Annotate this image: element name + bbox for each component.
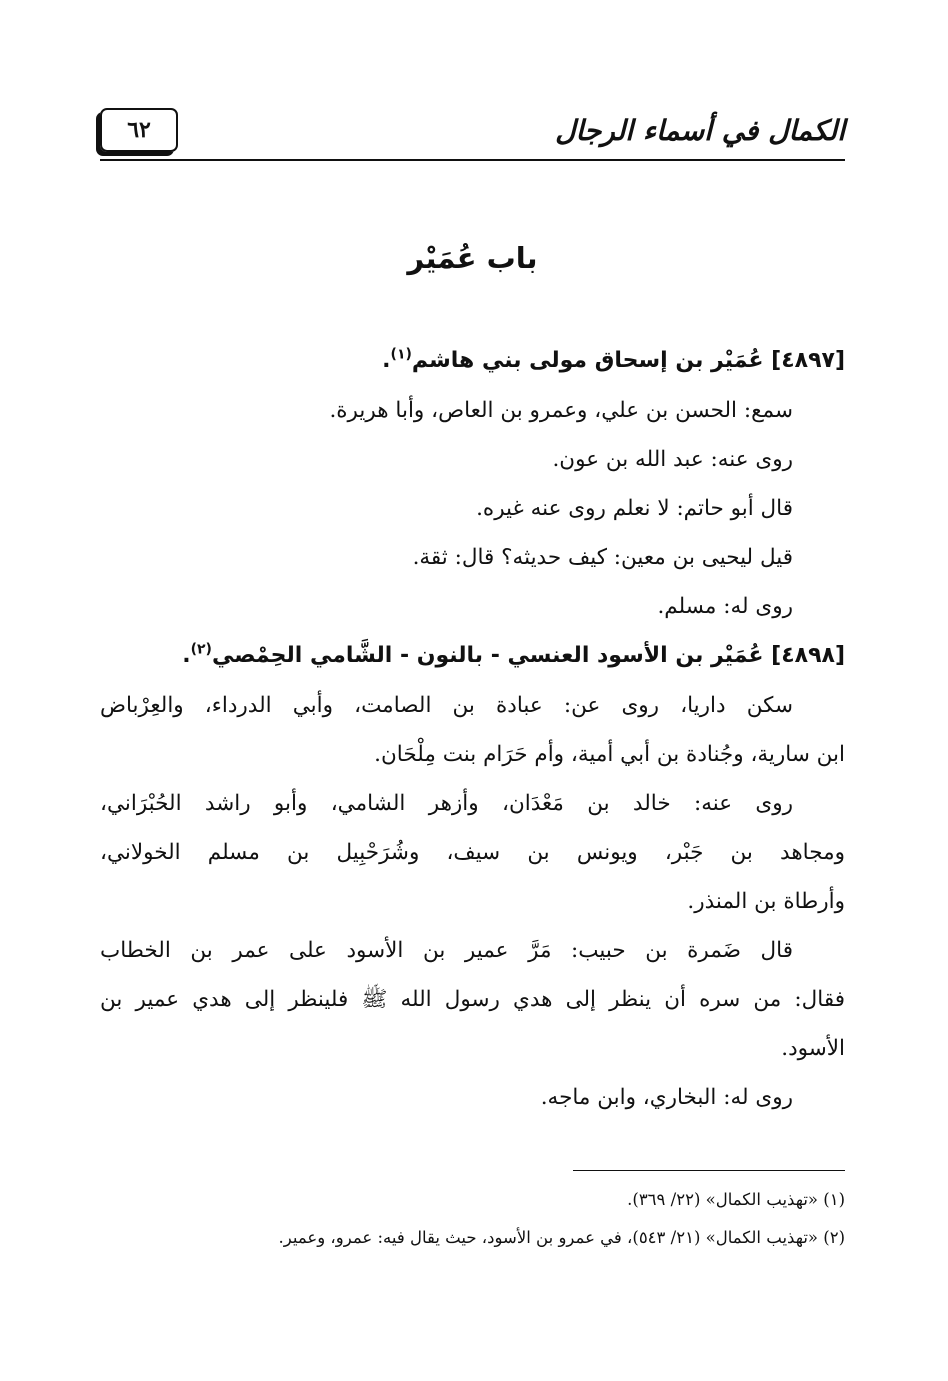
footnote-rule — [573, 1170, 845, 1171]
page-content — [100, 228, 845, 1122]
page-number-box — [100, 108, 178, 152]
entry-name: عُمَيْر بن الأسود العنسي - بالنون - الشَّامي الحِمْصي — [211, 643, 764, 668]
footnote-1: (١) «تهذيب الكمال» (٢٢/ ٣٦٩). — [627, 1190, 845, 1209]
paragraph-line: وأرطاة بن المنذر. — [687, 889, 845, 914]
entry-line: روى له: مسلم. — [657, 594, 793, 619]
entry-number: [٤٨٩٨] — [771, 643, 845, 668]
paragraph-line: ومجاهد بن جَبْر، ويونس بن سيف، وشُرَحْبِيل بن مسلم الخولاني، — [100, 840, 845, 865]
header-rule — [100, 159, 845, 161]
heading-end: . — [182, 643, 191, 668]
entry-heading-4897 — [100, 336, 845, 386]
paragraph-line: قال ضَمرة بن حبيب: مَرَّ عمير بن الأسود على عمر بن الخطاب — [100, 938, 793, 963]
paragraph-line: سكن داريا، روى عن: عبادة بن الصامت، وأبي الدرداء، والعِرْباض — [100, 693, 793, 718]
entry-number: [٤٨٩٧] — [771, 348, 845, 373]
heading-end: . — [382, 348, 391, 373]
footnotes — [100, 1170, 845, 1257]
paragraph-line: فقال: من سره أن ينظر إلى هدي رسول الله ﷺ فلينظر إلى هدي عمير بن — [100, 987, 845, 1012]
page-header — [100, 104, 845, 164]
entry-heading-4898 — [100, 631, 845, 681]
entry-name: عُمَيْر بن إسحاق مولى بني هاشم — [411, 348, 764, 373]
book-title: الكمال في أسماء الرجال — [555, 114, 845, 147]
paragraph-line: روى عنه: خالد بن مَعْدَان، وأزهر الشامي، وأبو راشد الحُبْرَاني، — [100, 791, 793, 816]
entry-line: قيل ليحيى بن معين: كيف حديثه؟ قال: ثقة. — [412, 545, 793, 570]
entry-line: قال أبو حاتم: لا نعلم روى عنه غيره. — [476, 496, 793, 521]
chapter-title: باب عُمَيْر — [407, 241, 538, 275]
paragraph-line: ابن سارية، وجُنادة بن أبي أمية، وأم حَرَام بنت مِلْحَان. — [374, 742, 845, 767]
footnote-ref[interactable]: (١) — [390, 346, 412, 363]
footnote-2: (٢) «تهذيب الكمال» (٢١/ ٥٤٣)، في عمرو بن الأسود، حيث يقال فيه: عمرو، وعمير. — [278, 1228, 845, 1247]
entry-line: روى له: البخاري، وابن ماجه. — [540, 1085, 793, 1110]
footnote-ref[interactable]: (٢) — [190, 641, 212, 658]
paragraph-line: الأسود. — [781, 1036, 845, 1061]
entry-line: سمع: الحسن بن علي، وعمرو بن العاص، وأبا هريرة. — [329, 398, 793, 423]
page-number: ٦٢ — [127, 117, 151, 143]
entry-line: روى عنه: عبد الله بن عون. — [552, 447, 793, 472]
